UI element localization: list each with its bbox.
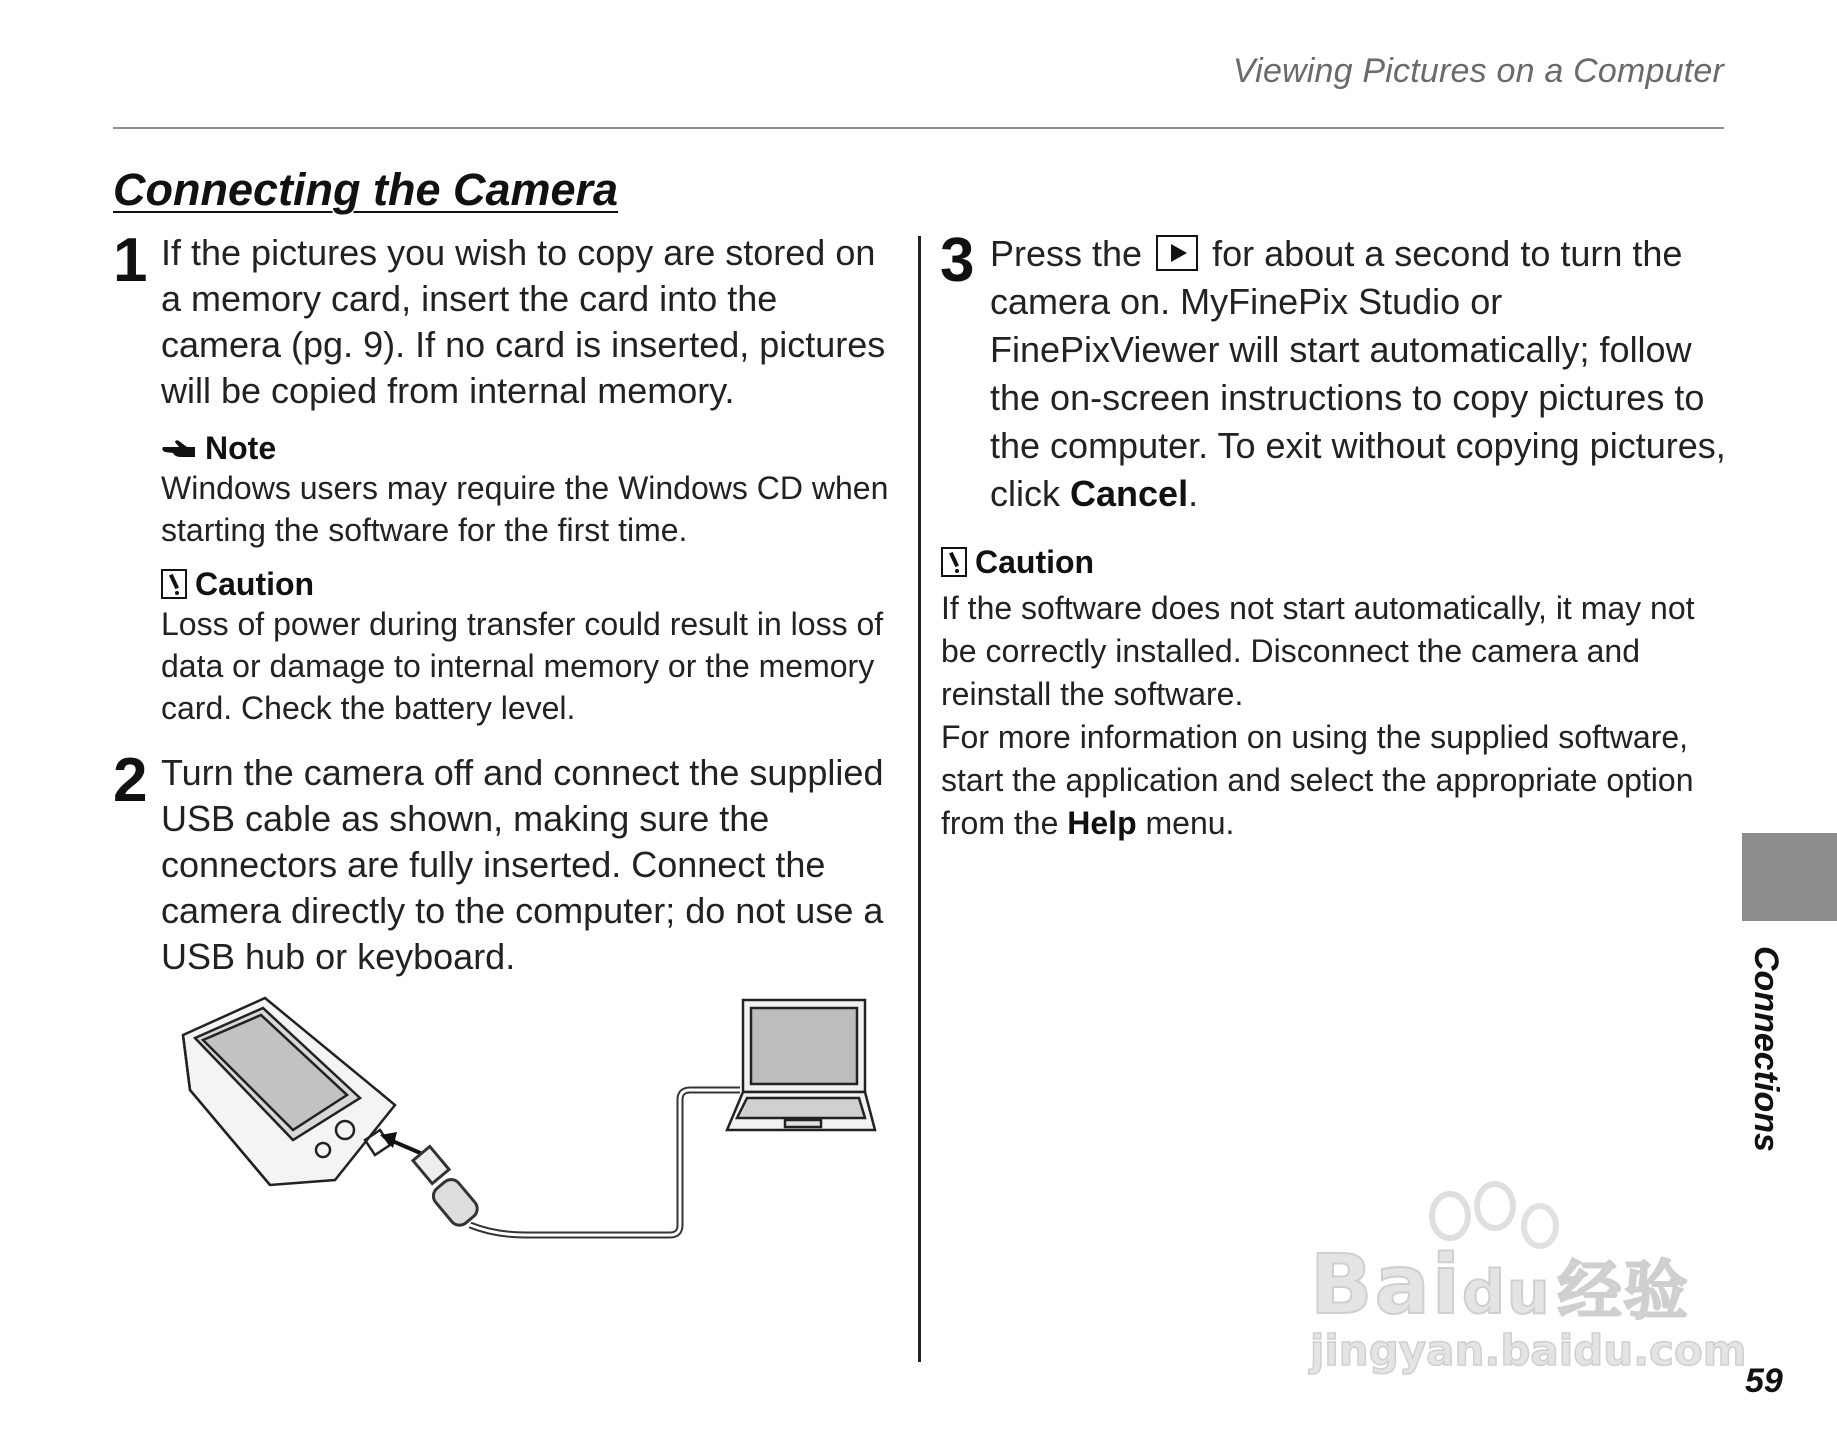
step-text: If the pictures you wish to copy are stored on a memory card, insert the card into the camera (pg. 9). If no card is inserted, pictures will be copied from internal memory. [161, 232, 886, 411]
caution-callout-left [161, 565, 891, 729]
play-icon [1156, 235, 1198, 271]
usb-cable [413, 1090, 740, 1235]
watermark-cn: 经验 [1557, 1255, 1690, 1329]
note-callout [161, 429, 901, 551]
step-text-before: Press the [990, 233, 1143, 274]
column-divider [918, 236, 921, 1362]
step-text-end: . [1188, 473, 1199, 514]
watermark-url: jingyan.baidu.com [1310, 1326, 1747, 1375]
watermark-brand: Bai [1310, 1238, 1462, 1333]
section-title: Connecting the Camera [113, 164, 619, 215]
watermark-brand-suffix: du [1461, 1258, 1552, 1328]
caution-text: Loss of power during transfer could result in loss of data or damage to internal memory or the memory card. Check the battery level. [161, 606, 884, 726]
step-number: 2 [113, 746, 148, 815]
baidu-watermark [1300, 1178, 1747, 1378]
help-label: Help [1067, 805, 1137, 841]
step-number: 1 [113, 226, 148, 295]
step-number: 3 [940, 226, 975, 295]
caution-icon [161, 569, 187, 599]
chapter-label: Connections [1747, 946, 1785, 1152]
arrow-icon [380, 1132, 425, 1155]
caution-callout-right [941, 543, 1731, 845]
page-number: 59 [1745, 1362, 1783, 1400]
caution-icon [941, 547, 967, 577]
caution-text: If the software does not start automatically, it may not be correctly installed. Disconnect the camera and reinstall the software. [941, 590, 1695, 712]
note-text: Windows users may require the Windows CD when starting the software for the first time. [161, 470, 889, 548]
pointing-hand-icon [161, 435, 197, 461]
caution-label: Caution [975, 544, 1095, 580]
caution-label: Caution [195, 566, 315, 602]
more-info-text: For more information on using the supplied software, start the application and select the appropriate option from the Help menu. [941, 719, 1694, 841]
camera-usb-connection-illustration [175, 990, 880, 1245]
step-text-after: for about a second to turn the camera on. MyFinePix Studio or FinePixViewer will start automatically; follow the on-screen instructions to copy pictures to the computer. To exit without copying pictures, click [990, 233, 1726, 514]
note-label: Note [205, 430, 277, 466]
header-rule [113, 127, 1724, 129]
cancel-label: Cancel [1070, 473, 1189, 514]
laptop-icon [727, 1000, 875, 1130]
chapter-tab-marker [1742, 833, 1837, 921]
running-head: Viewing Pictures on a Computer [1232, 52, 1724, 90]
step-text: Turn the camera off and connect the supplied USB cable as shown, making sure the connectors are fully inserted. Connect the camera directly to the computer; do not use a USB hub or keyboard. [161, 752, 884, 977]
camera-icon [183, 998, 395, 1185]
